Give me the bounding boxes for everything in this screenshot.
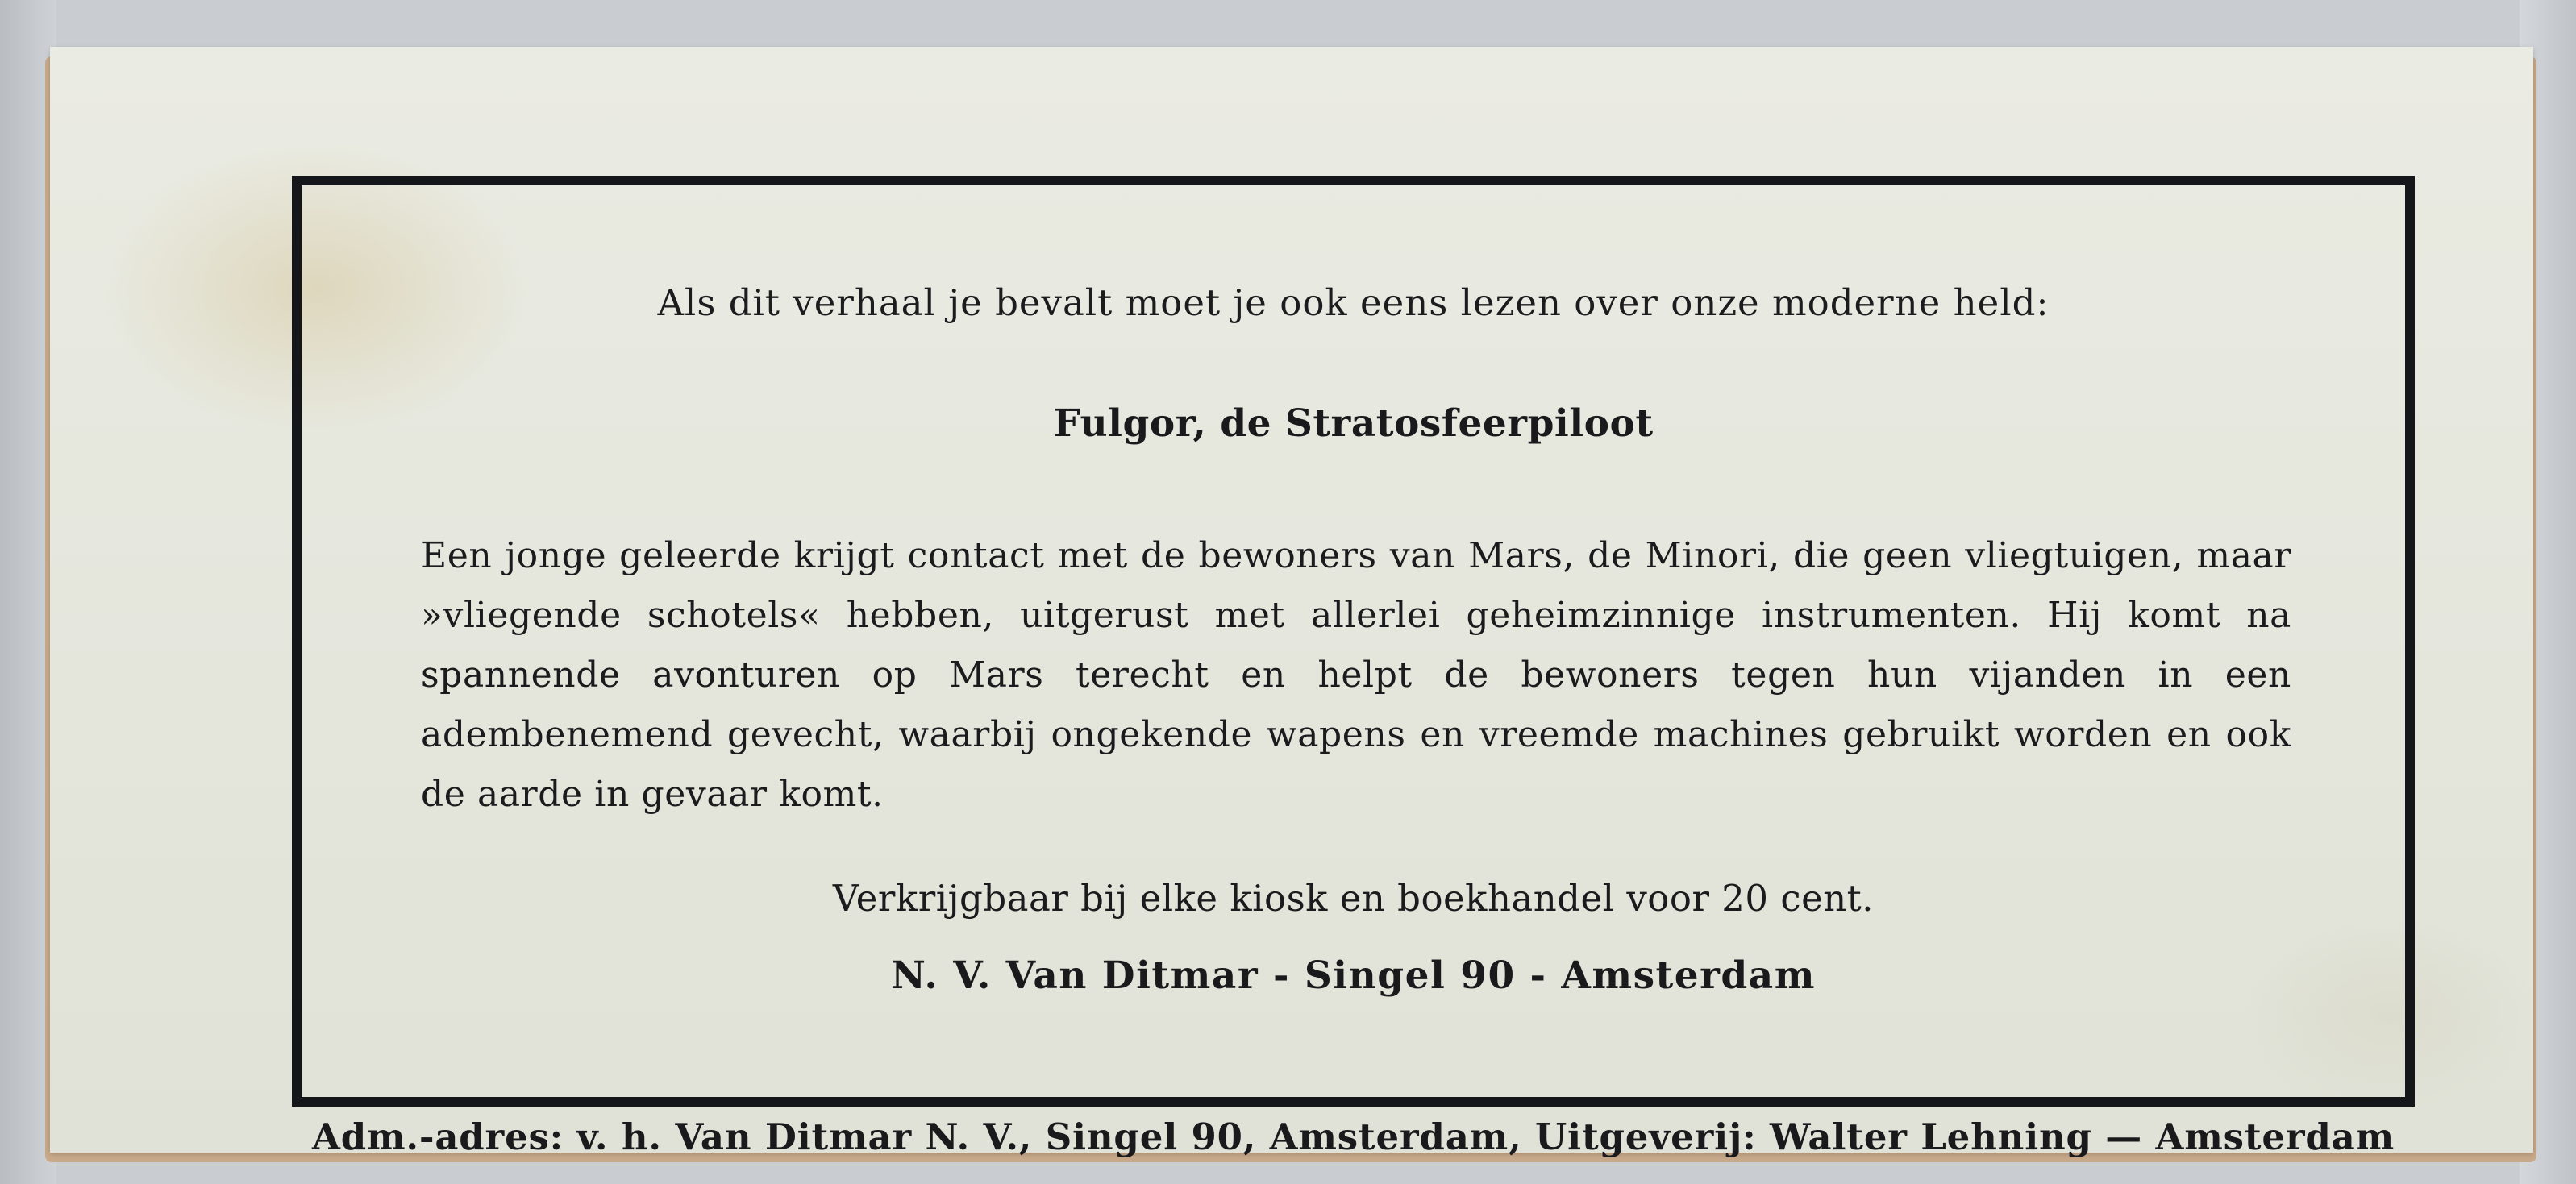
back-cover-card xyxy=(50,47,2533,1158)
intro-line: Als dit verhaal je bevalt moet je ook eens lezen over onze moderne held: xyxy=(657,281,2050,324)
availability-line: Verkrijgbaar bij elke kiosk en boekhandel voor 20 cent. xyxy=(832,877,1875,920)
synopsis-paragraph: Een jonge geleerde krijgt contact met de bewoners van Mars, de Minori, die geen vliegtuigen, maar »vliegende schotels« hebben, uitgerust met allerlei geheimzinnige instrumenten. Hij komt na spannende avonturen op Mars terecht en helpt de bewoners tegen hun vijanden in een adembenemend gevecht, waarbij ongekende wapens en vreemde machines gebruikt worden en ook de aarde in gevaar komt. xyxy=(421,535,2291,815)
publisher-line: N. V. Van Ditmar - Singel 90 - Amsterdam xyxy=(891,953,1816,998)
book-title: Fulgor, de Stratosfeerpiloot xyxy=(1053,401,1654,446)
admin-address-footer: Adm.-adres: v. h. Van Ditmar N. V., Singel 90, Amsterdam, Uitgeverij: Walter Lehning — Amsterdam xyxy=(312,1115,2395,1158)
